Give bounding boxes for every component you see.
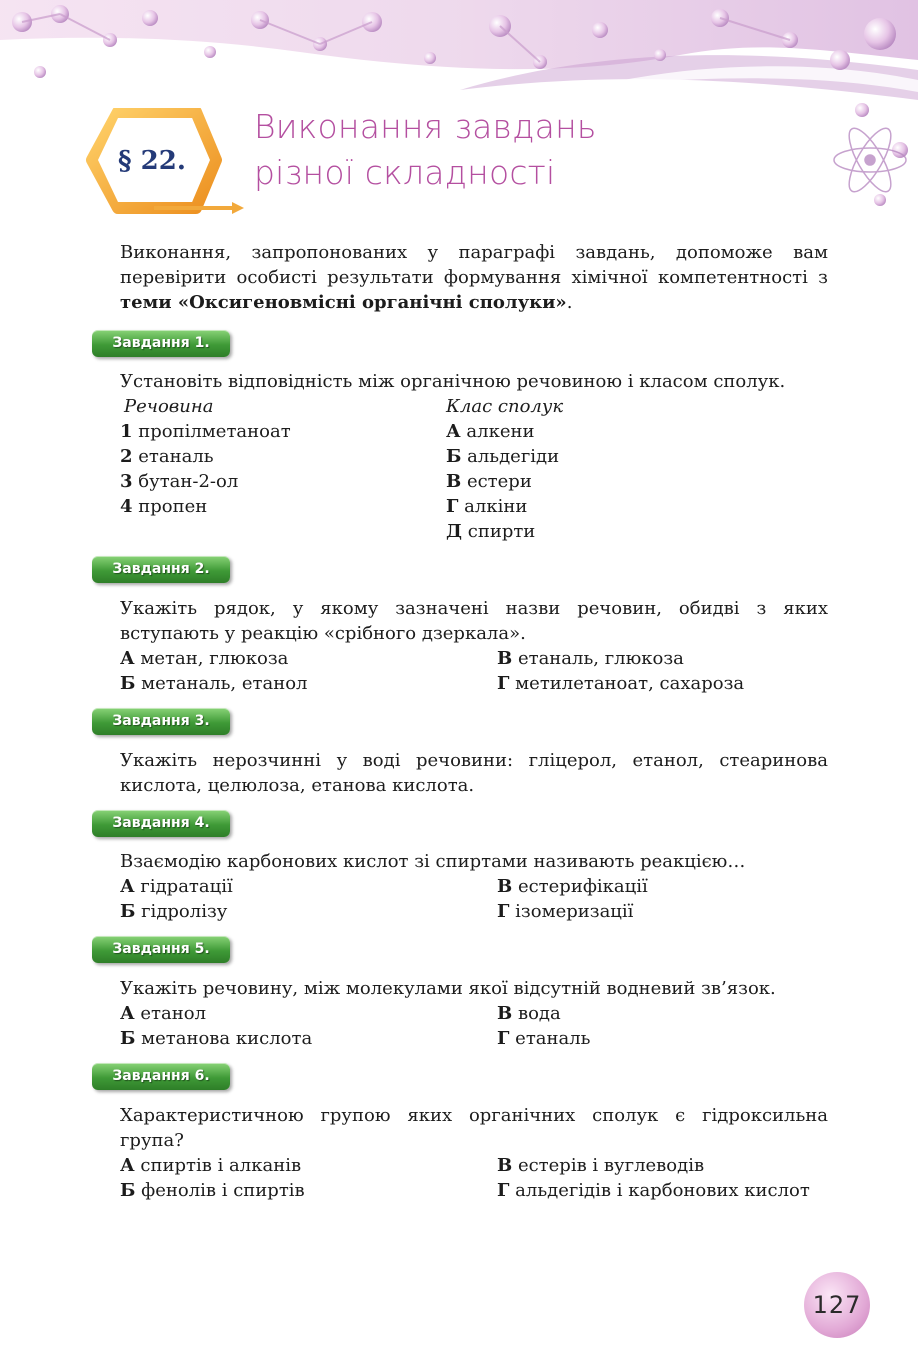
task-4-option: Г ізомеризації	[497, 901, 634, 922]
task-1-question: Установіть відповідність між органічною речовиною і класом сполук.	[120, 371, 786, 392]
task-1-substance: 2 етаналь	[120, 446, 214, 467]
intro-end: .	[566, 292, 573, 313]
task-4-option: Б гідролізу	[120, 901, 228, 922]
task-5-option: А етанол	[120, 1003, 207, 1024]
task-6-option: В естерів і вуглеводів	[497, 1155, 705, 1176]
task-5-question: Укажіть речовину, між молекулами якої відсутній водневий зв’язок.	[120, 978, 776, 999]
task-3-label: Завдання 3.	[92, 708, 230, 735]
page-title	[254, 104, 597, 196]
task-1-substance: 3 бутан-2-ол	[120, 471, 239, 492]
task-2-option: Г метилетаноат, сахароза	[497, 673, 745, 694]
task-5-option: Г етаналь	[497, 1028, 591, 1049]
task-6-question: Характеристичною групою яких органічних сполук є гідроксильна група?	[120, 1105, 828, 1151]
intro-bold: теми «Оксигеновмісні органічні сполуки»	[120, 292, 567, 313]
task-1-label: Завдання 1.	[92, 330, 230, 357]
task-6-option: Б фенолів і спиртів	[120, 1180, 305, 1201]
task-2-option: Б метаналь, етанол	[120, 673, 308, 694]
task-6-label: Завдання 6.	[92, 1063, 230, 1090]
title-line-1: Виконання завдань	[254, 107, 597, 146]
task-5-label: Завдання 5.	[92, 936, 230, 963]
task-2-option: В етаналь, глюкоза	[497, 648, 684, 669]
page-number: 127	[804, 1272, 870, 1338]
task-3-question: Укажіть нерозчинні у воді речовини: гліцерол, етанол, стеаринова кислота, целюлоза, етанова кислота.	[120, 750, 828, 796]
task-1-class: Г алкіни	[446, 496, 528, 517]
task-1-left-header: Речовина	[124, 396, 214, 417]
task-6-option: Г альдегідів і карбонових кислот	[497, 1180, 810, 1201]
task-1-substance: 4 пропен	[120, 496, 208, 517]
task-1-class: Д спирти	[446, 521, 536, 542]
task-4-option: В естерифікації	[497, 876, 648, 897]
task-4-label: Завдання 4.	[92, 810, 230, 837]
title-line-2: різної складності	[254, 153, 556, 192]
task-4-question: Взаємодію карбонових кислот зі спиртами називають реакцією…	[120, 851, 746, 872]
task-6-option: А спиртів і алканів	[120, 1155, 302, 1176]
task-1-class: А алкени	[446, 421, 535, 442]
intro-paragraph	[120, 240, 828, 315]
task-1-substance: 1 пропілметаноат	[120, 421, 291, 442]
task-1-class: Б альдегіди	[446, 446, 560, 467]
task-2-question: Укажіть рядок, у якому зазначені назви речовин, обидві з яких вступають у реакцію «срібного дзеркала».	[120, 598, 828, 644]
task-2-option: А метан, глюкоза	[120, 648, 289, 669]
task-2-label: Завдання 2.	[92, 556, 230, 583]
intro-text: Виконання, запропонованих у параграфі завдань, допоможе вам перевірити особисті результати формування хімічної компетентності з	[120, 242, 828, 288]
section-number: § 22.	[118, 146, 186, 176]
task-5-option: В вода	[497, 1003, 561, 1024]
task-1-class: В естери	[446, 471, 532, 492]
task-5-option: Б метанова кислота	[120, 1028, 313, 1049]
task-1-right-header: Клас сполук	[446, 396, 564, 417]
task-4-option: А гідратації	[120, 876, 233, 897]
